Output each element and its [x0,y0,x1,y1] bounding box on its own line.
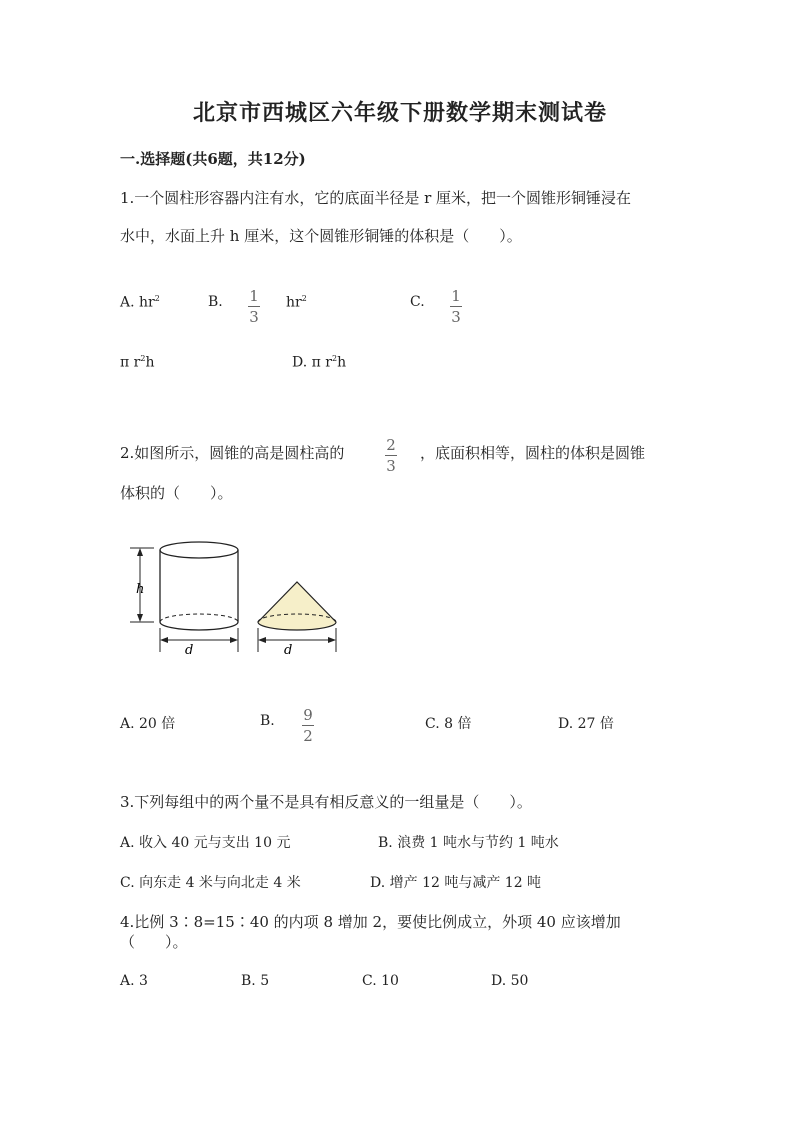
q1-option-a-text: A. hr [120,294,155,311]
height-label: h [136,582,145,597]
q1-option-a[interactable] [120,294,160,311]
q2-option-a[interactable]: A. 20 倍 [120,716,176,732]
q1-option-a-sup: 2 [154,294,160,303]
question-2-line-2: 体积的（ ）。 [120,484,233,502]
question-1-line-1: 1.一个圆柱形容器内注有水，它的底面半径是 r 厘米，把一个圆锥形铜锤浸在 [120,189,632,207]
question-1-line-2: 水中，水面上升 h 厘米，这个圆锥形铜锤的体积是（ ）。 [120,227,522,245]
q1-option-c-text: π $r^2h$ [120,354,155,371]
question-4-line-2: （ ）。 [120,933,188,951]
q4-option-b[interactable]: B. 5 [241,973,270,989]
q4-option-c[interactable]: C. 10 [362,973,399,989]
fraction-numerator: 1 [451,287,461,305]
q1-option-b-label[interactable]: B. [208,294,223,310]
fraction-denominator: 3 [249,308,259,326]
q4-option-a[interactable]: A. 3 [120,973,148,989]
cylinder-diameter-label: d [185,643,194,658]
q2-option-d[interactable]: D. 27 倍 [558,716,614,732]
q3-option-c[interactable]: C. 向东走 4 米与向北走 4 米 [120,875,301,891]
cylinder-cone-figure [120,536,350,666]
q2-option-c[interactable]: C. 8 倍 [425,716,472,732]
question-2-line-1-pre: 2.如图所示，圆锥的高是圆柱高的 [120,444,345,462]
fraction-denominator: 2 [303,727,313,745]
fraction-denominator: 3 [386,457,396,475]
fraction-numerator: 1 [249,287,259,305]
q1-option-b-text: $hr^2$ [286,294,307,311]
section-heading: 一.选择题(共6题，共12分) [120,150,306,168]
question-4-line-1: 4.比例 3∶8=15∶40 的内项 8 增加 2，要使比例成立，外项 40 应该增加 [120,913,621,931]
q1-option-d[interactable]: D. π $r^2h$ [292,354,347,371]
cone-diameter-label: d [284,643,293,658]
q3-option-d[interactable]: D. 增产 12 吨与减产 12 吨 [370,875,542,891]
fraction-numerator: 2 [386,436,396,454]
fraction-denominator: 3 [451,308,461,326]
q3-option-a[interactable]: A. 收入 40 元与支出 10 元 [120,835,291,851]
q3-option-b[interactable]: B. 浪费 1 吨水与节约 1 吨水 [378,835,559,851]
q4-option-d[interactable]: D. 50 [491,973,529,989]
q2-option-b-fraction [302,706,314,745]
fraction-numerator: 9 [303,706,313,724]
q2-fraction [385,436,397,475]
q1-option-b-fraction [248,287,260,326]
q2-option-b-label[interactable]: B. [260,713,275,729]
question-2-line-1-post: ，底面积相等，圆柱的体积是圆锥 [420,444,646,462]
q1-option-c-fraction [450,287,462,326]
page-title: 北京市西城区六年级下册数学期末测试卷 [192,100,607,126]
question-3-line-1: 3.下列每组中的两个量不是具有相反意义的一组量是（ ）。 [120,793,532,811]
q1-option-c-label[interactable]: C. [410,294,425,310]
